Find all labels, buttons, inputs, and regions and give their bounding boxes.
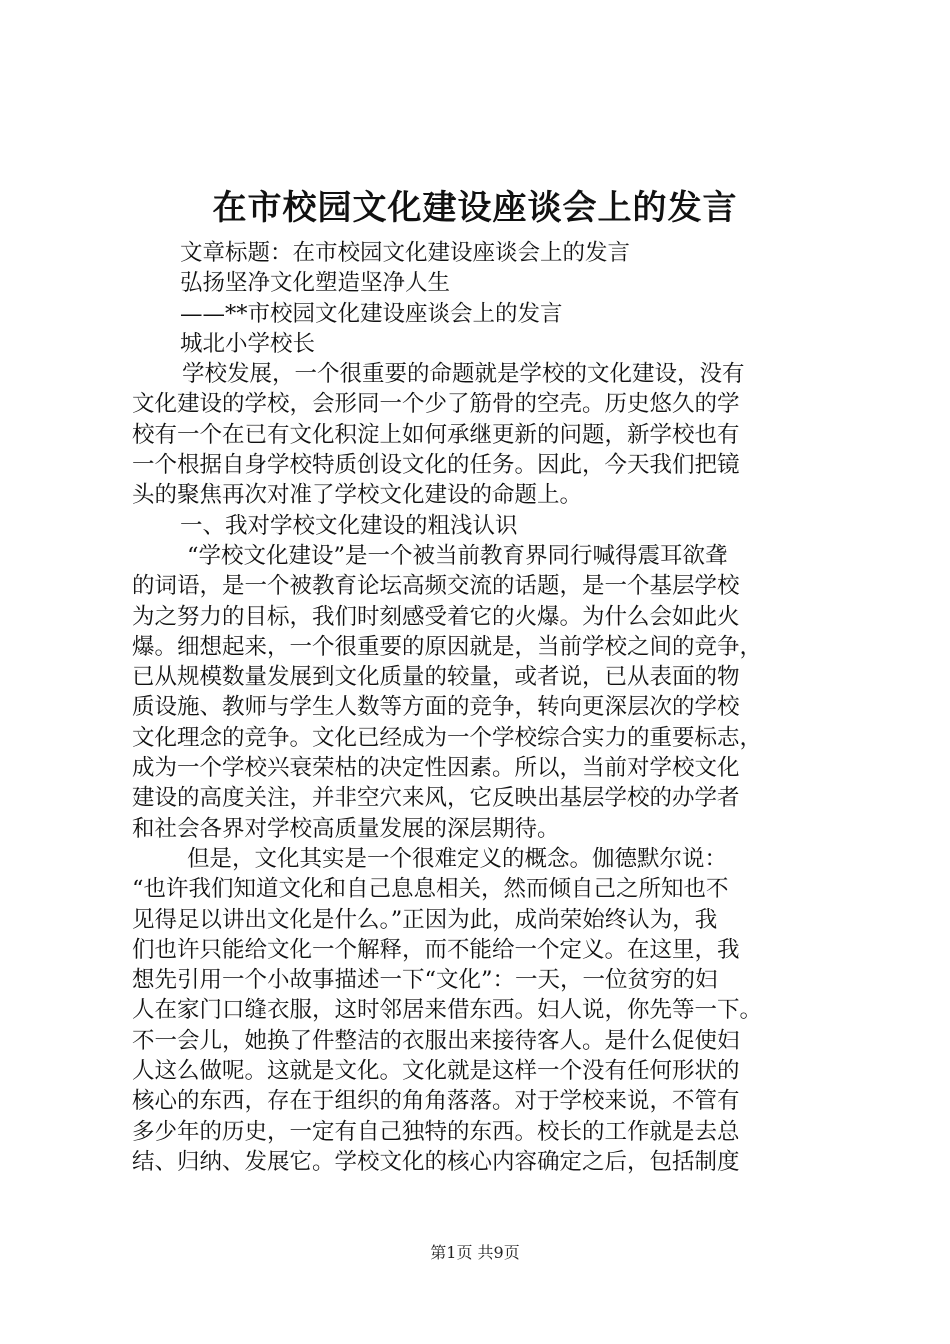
paragraph-line: 但是，文化其实是一个很难定义的概念。伽德默尔说：	[187, 845, 728, 872]
paragraph-line: 一个根据自身学校特质创设文化的任务。因此，今天我们把镜	[132, 452, 740, 479]
paragraph-line: 为之努力的目标，我们时刻感受着它的火爆。为什么会如此火	[132, 603, 740, 630]
paragraph-line: 成为一个学校兴衰荣枯的决定性因素。所以，当前对学校文化	[132, 755, 740, 782]
paragraph-line: 想先引用一个小故事描述一下“文化”：一天，一位贫穷的妇	[132, 967, 718, 994]
section-heading: 一、我对学校文化建设的粗浅认识	[180, 512, 518, 539]
meta-article-title: 文章标题：在市校园文化建设座谈会上的发言	[180, 240, 631, 266]
paragraph-line: 爆。细想起来，一个很重要的原因就是，当前学校之间的竞争，	[132, 633, 763, 660]
paragraph-line: 结、归纳、发展它。学校文化的核心内容确定之后，包括制度	[132, 1148, 740, 1175]
paragraph-line: 人在家门口缝衣服，这时邻居来借东西。妇人说，你先等一下。	[132, 997, 763, 1024]
paragraph-line: 的词语，是一个被教育论坛高频交流的话题，是一个基层学校	[132, 573, 740, 600]
paragraph-line: 们也许只能给文化一个解释，而不能给一个定义。在这里，我	[132, 936, 740, 963]
paragraph-line: 学校发展，一个很重要的命题就是学校的文化建设，没有	[182, 361, 745, 388]
meta-speaker: 城北小学校长	[180, 330, 316, 357]
paragraph-line: 不一会儿，她换了件整洁的衣服出来接待客人。是什么促使妇	[132, 1027, 740, 1054]
paragraph-line: 校有一个在已有文化积淀上如何承继更新的问题，新学校也有	[132, 421, 740, 448]
document-body	[132, 238, 852, 1177]
document-title: 在市校园文化建设座谈会上的发言	[212, 188, 738, 228]
page-number-footer: 第1页 共9页	[430, 1243, 520, 1262]
paragraph-line: 已从规模数量发展到文化质量的较量，或者说，已从表面的物	[132, 664, 740, 691]
paragraph-line: “学校文化建设”是一个被当前教育界同行喊得震耳欲聋	[187, 542, 728, 569]
paragraph-line: 多少年的历史，一定有自己独特的东西。校长的工作就是去总	[132, 1118, 740, 1145]
paragraph-line: 人这么做呢。这就是文化。文化就是这样一个没有任何形状的	[132, 1058, 740, 1085]
meta-speech-line: ——**市校园文化建设座谈会上的发言	[180, 300, 563, 327]
paragraph-line: 头的聚焦再次对准了学校文化建设的命题上。	[132, 482, 583, 509]
paragraph-line: 核心的东西，存在于组织的角角落落。对于学校来说，不管有	[132, 1088, 740, 1115]
paragraph-line: 文化理念的竞争。文化已经成为一个学校综合实力的重要标志，	[132, 724, 763, 751]
meta-subtitle: 弘扬坚净文化塑造坚净人生	[180, 270, 451, 297]
paragraph-line: 和社会各界对学校高质量发展的深层期待。	[132, 815, 560, 842]
paragraph-line: 见得足以讲出文化是什么。”正因为此，成尚荣始终认为，我	[132, 906, 718, 933]
paragraph-line: 质设施、教师与学生人数等方面的竞争，转向更深层次的学校	[132, 694, 740, 721]
paragraph-line: “也许我们知道文化和自己息息相关，然而倾自己之所知也不	[132, 876, 729, 903]
paragraph-line: 文化建设的学校，会形同一个少了筋骨的空壳。历史悠久的学	[132, 391, 740, 418]
paragraph-line: 建设的高度关注，并非空穴来风，它反映出基层学校的办学者	[132, 785, 740, 812]
